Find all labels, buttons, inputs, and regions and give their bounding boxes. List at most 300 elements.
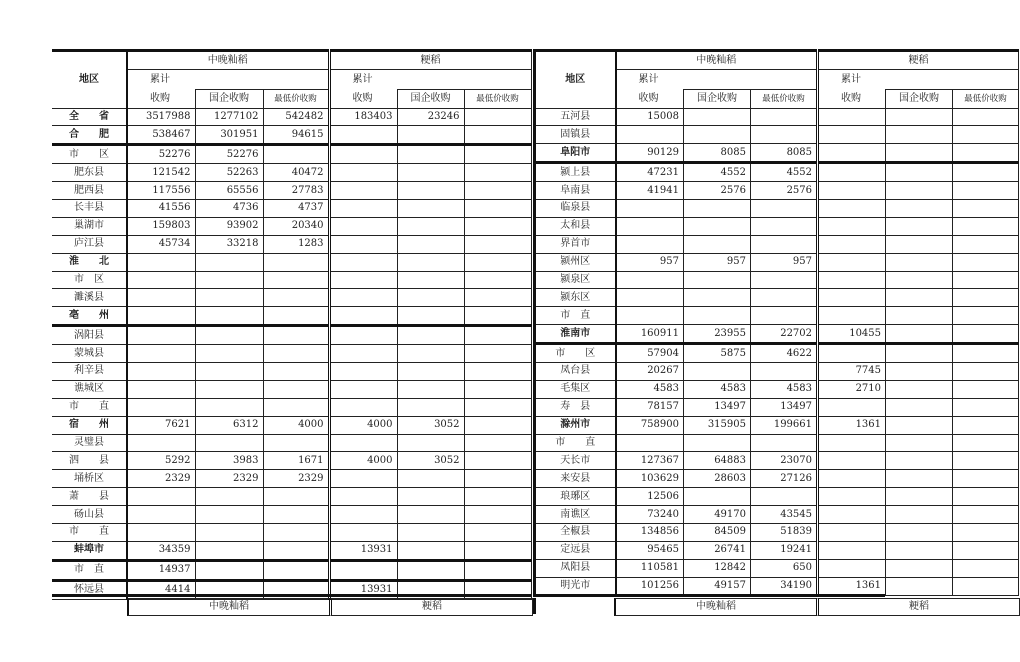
region-header: 地区 [535, 51, 616, 109]
value-cell [751, 434, 818, 452]
table-row [52, 434, 531, 452]
value-cell [886, 235, 953, 253]
value-cell: 2576 [751, 182, 818, 200]
value-cell [329, 398, 397, 416]
value-cell [751, 307, 818, 325]
value-cell [397, 380, 464, 398]
value-cell [464, 108, 531, 126]
value-cell [818, 271, 886, 289]
value-cell [329, 199, 397, 217]
value-cell: 43545 [751, 506, 818, 524]
value-cell [886, 199, 953, 217]
value-cell [329, 289, 397, 307]
footer-region-blank [533, 598, 615, 614]
region-name: 界首市 [535, 235, 616, 253]
value-cell [886, 344, 953, 363]
region-name: 肥西县 [52, 182, 127, 200]
cumulative-header: 累计 [329, 70, 531, 90]
table-row [535, 416, 1019, 434]
value-cell: 650 [751, 559, 818, 577]
table-row [52, 452, 531, 470]
value-cell [195, 434, 263, 452]
value-cell [329, 380, 397, 398]
soe-purchase-header: 国企收购 [684, 90, 751, 109]
value-cell [886, 217, 953, 235]
value-cell [886, 307, 953, 325]
value-cell [397, 145, 464, 164]
value-cell [464, 182, 531, 200]
value-cell [616, 126, 684, 144]
value-cell [397, 164, 464, 182]
value-cell: 65556 [195, 182, 263, 200]
value-cell: 160911 [616, 325, 684, 344]
value-cell: 1671 [263, 452, 329, 470]
value-cell [818, 253, 886, 271]
value-cell [886, 506, 953, 524]
value-cell [953, 108, 1019, 126]
value-cell [397, 235, 464, 253]
value-cell [953, 217, 1019, 235]
value-cell [464, 217, 531, 235]
value-cell [464, 560, 531, 580]
value-cell [329, 470, 397, 488]
value-cell [751, 199, 818, 217]
region-name: 固镇县 [535, 126, 616, 144]
region-name: 市 区 [535, 344, 616, 363]
value-cell: 20340 [263, 217, 329, 235]
value-cell [329, 307, 397, 326]
region-name: 萧 县 [52, 488, 127, 506]
value-cell [397, 199, 464, 217]
region-name: 太和县 [535, 217, 616, 235]
region-name: 凤台县 [535, 362, 616, 380]
footer-header-indica: 中晚籼稻 [614, 598, 817, 616]
value-cell [464, 416, 531, 434]
region-name: 市 直 [52, 398, 127, 416]
value-cell: 6312 [195, 416, 263, 434]
value-cell [329, 523, 397, 541]
value-cell [397, 506, 464, 524]
region-name: 天长市 [535, 452, 616, 470]
region-name: 颍东区 [535, 289, 616, 307]
value-cell [195, 271, 263, 289]
region-name: 来安县 [535, 470, 616, 488]
region-name: 巢湖市 [52, 217, 127, 235]
group-header-indica: 中晚籼稻 [616, 51, 818, 70]
value-cell [684, 307, 751, 325]
region-name: 凤阳县 [535, 559, 616, 577]
table-row [535, 488, 1019, 506]
value-cell [953, 362, 1019, 380]
value-cell [886, 380, 953, 398]
value-cell: 49157 [684, 577, 751, 595]
value-cell [818, 163, 886, 182]
value-cell [263, 271, 329, 289]
value-cell: 40472 [263, 164, 329, 182]
value-cell: 73240 [616, 506, 684, 524]
min-price-purchase-header: 最低价收购 [751, 90, 818, 109]
value-cell: 957 [751, 253, 818, 271]
value-cell [195, 326, 263, 345]
value-cell [464, 253, 531, 271]
value-cell: 13497 [684, 398, 751, 416]
value-cell [464, 470, 531, 488]
table-row [535, 199, 1019, 217]
value-cell [886, 108, 953, 126]
value-cell [127, 307, 195, 326]
region-name: 涡阳县 [52, 326, 127, 345]
value-cell [818, 344, 886, 363]
region-name: 谯城区 [52, 380, 127, 398]
table-row [52, 307, 531, 326]
value-cell [818, 217, 886, 235]
value-cell [886, 559, 953, 577]
table-row [535, 271, 1019, 289]
value-cell [818, 559, 886, 577]
value-cell [886, 541, 953, 559]
value-cell: 52263 [195, 164, 263, 182]
value-cell: 4000 [263, 416, 329, 434]
region-name: 全 省 [52, 108, 127, 126]
value-cell [818, 126, 886, 144]
table-row [52, 506, 531, 524]
value-cell: 33218 [195, 235, 263, 253]
value-cell: 2329 [127, 470, 195, 488]
region-name: 市 区 [52, 145, 127, 164]
purchase-header: 收购 [616, 90, 684, 109]
value-cell: 14937 [127, 560, 195, 580]
table-row [52, 182, 531, 200]
value-cell [464, 362, 531, 380]
region-name: 市 直 [52, 560, 127, 580]
value-cell: 34359 [127, 541, 195, 560]
table-row [52, 345, 531, 363]
region-name: 毛集区 [535, 380, 616, 398]
table-row [535, 577, 1019, 595]
value-cell [263, 434, 329, 452]
region-name: 五河县 [535, 108, 616, 126]
table-row [535, 108, 1019, 126]
value-cell: 49170 [684, 506, 751, 524]
group-header-indica: 中晚籼稻 [127, 51, 329, 70]
region-name: 灵璧县 [52, 434, 127, 452]
region-name: 市 区 [52, 271, 127, 289]
value-cell: 538467 [127, 126, 195, 145]
region-name: 市 直 [535, 307, 616, 325]
value-cell [329, 326, 397, 345]
table-row [535, 559, 1019, 577]
region-name: 颍上县 [535, 163, 616, 182]
table-row [535, 325, 1019, 344]
value-cell: 301951 [195, 126, 263, 145]
value-cell [263, 380, 329, 398]
value-cell [953, 344, 1019, 363]
value-cell [464, 271, 531, 289]
value-cell [818, 523, 886, 541]
right-table-viewport [533, 49, 1007, 609]
value-cell: 957 [684, 253, 751, 271]
value-cell: 127367 [616, 452, 684, 470]
value-cell [886, 362, 953, 380]
value-cell [684, 108, 751, 126]
value-cell [818, 289, 886, 307]
soe-purchase-header: 国企收购 [195, 90, 263, 109]
value-cell: 7621 [127, 416, 195, 434]
region-name: 砀山县 [52, 506, 127, 524]
value-cell: 15008 [616, 108, 684, 126]
value-cell [263, 145, 329, 164]
value-cell: 4737 [263, 199, 329, 217]
value-cell: 4583 [616, 380, 684, 398]
table-row [535, 235, 1019, 253]
value-cell [953, 199, 1019, 217]
value-cell: 957 [616, 253, 684, 271]
value-cell: 47231 [616, 163, 684, 182]
value-cell: 3052 [397, 416, 464, 434]
value-cell [616, 199, 684, 217]
value-cell [464, 199, 531, 217]
purchase-header: 收购 [329, 90, 397, 109]
value-cell [195, 523, 263, 541]
table-row [52, 289, 531, 307]
value-cell: 103629 [616, 470, 684, 488]
region-name: 寿 县 [535, 398, 616, 416]
value-cell: 315905 [684, 416, 751, 434]
region-name: 定远县 [535, 541, 616, 559]
value-cell [397, 126, 464, 145]
value-cell [818, 541, 886, 559]
value-cell [127, 289, 195, 307]
value-cell: 41941 [616, 182, 684, 200]
value-cell [397, 345, 464, 363]
value-cell: 13931 [329, 541, 397, 560]
value-cell: 3052 [397, 452, 464, 470]
value-cell: 4583 [684, 380, 751, 398]
value-cell: 34190 [751, 577, 818, 595]
value-cell [953, 307, 1019, 325]
value-cell [263, 523, 329, 541]
region-name: 亳 州 [52, 307, 127, 326]
value-cell [329, 506, 397, 524]
value-cell [684, 217, 751, 235]
value-cell [464, 307, 531, 326]
region-name: 合 肥 [52, 126, 127, 145]
value-cell [616, 235, 684, 253]
region-name: 利辛县 [52, 362, 127, 380]
value-cell [616, 289, 684, 307]
table-row [535, 506, 1019, 524]
table-row [52, 470, 531, 488]
value-cell [464, 452, 531, 470]
purchase-header: 收购 [818, 90, 886, 109]
value-cell: 159803 [127, 217, 195, 235]
table-row [52, 108, 531, 126]
table-row [52, 253, 531, 271]
table-row [535, 380, 1019, 398]
value-cell: 5292 [127, 452, 195, 470]
value-cell: 1361 [818, 416, 886, 434]
value-cell [464, 434, 531, 452]
value-cell [127, 271, 195, 289]
value-cell [953, 523, 1019, 541]
value-cell [616, 217, 684, 235]
region-name: 阜阳市 [535, 144, 616, 163]
table-row [535, 452, 1019, 470]
value-cell [464, 164, 531, 182]
value-cell [751, 362, 818, 380]
value-cell [195, 488, 263, 506]
value-cell [684, 434, 751, 452]
value-cell [616, 307, 684, 325]
value-cell: 13497 [751, 398, 818, 416]
table-row [535, 144, 1019, 163]
value-cell [953, 577, 1019, 595]
value-cell [464, 506, 531, 524]
table-row [535, 163, 1019, 182]
region-name: 颍州区 [535, 253, 616, 271]
value-cell [127, 523, 195, 541]
table-row [535, 126, 1019, 144]
region-name: 泗 县 [52, 452, 127, 470]
left-purchase-table [52, 49, 532, 600]
value-cell: 7745 [818, 362, 886, 380]
value-cell [751, 271, 818, 289]
value-cell: 4414 [127, 580, 195, 599]
region-name: 肥东县 [52, 164, 127, 182]
value-cell [195, 398, 263, 416]
value-cell [195, 560, 263, 580]
value-cell [397, 362, 464, 380]
value-cell: 52276 [195, 145, 263, 164]
value-cell [818, 452, 886, 470]
value-cell [684, 199, 751, 217]
value-cell [397, 560, 464, 580]
value-cell [195, 345, 263, 363]
value-cell: 27783 [263, 182, 329, 200]
value-cell [818, 434, 886, 452]
value-cell: 12842 [684, 559, 751, 577]
value-cell: 28603 [684, 470, 751, 488]
value-cell [886, 470, 953, 488]
table-row [535, 523, 1019, 541]
value-cell: 4583 [751, 380, 818, 398]
value-cell [886, 434, 953, 452]
value-cell: 5875 [684, 344, 751, 363]
value-cell [616, 434, 684, 452]
table-row [52, 199, 531, 217]
value-cell [127, 506, 195, 524]
region-name: 宿 州 [52, 416, 127, 434]
region-name: 南谯区 [535, 506, 616, 524]
value-cell [886, 398, 953, 416]
value-cell [329, 253, 397, 271]
value-cell [818, 199, 886, 217]
value-cell [953, 289, 1019, 307]
value-cell [397, 217, 464, 235]
table-row [52, 560, 531, 580]
value-cell [886, 577, 953, 595]
value-cell: 12506 [616, 488, 684, 506]
value-cell [127, 434, 195, 452]
region-name: 蚌埠市 [52, 541, 127, 560]
value-cell [751, 289, 818, 307]
table-row [535, 289, 1019, 307]
value-cell: 4736 [195, 199, 263, 217]
value-cell [397, 434, 464, 452]
value-cell [397, 289, 464, 307]
table-row [52, 217, 531, 235]
soe-purchase-header: 国企收购 [397, 90, 464, 109]
table-row [52, 380, 531, 398]
value-cell [263, 398, 329, 416]
region-name: 阜南县 [535, 182, 616, 200]
value-cell: 4552 [684, 163, 751, 182]
footer-clip [816, 598, 929, 616]
footer-divider [533, 594, 885, 597]
value-cell [464, 289, 531, 307]
value-cell: 27126 [751, 470, 818, 488]
table-row [52, 541, 531, 560]
region-name: 明光市 [535, 577, 616, 595]
value-cell [329, 362, 397, 380]
value-cell [953, 416, 1019, 434]
value-cell: 542482 [263, 108, 329, 126]
value-cell [397, 182, 464, 200]
soe-purchase-header: 国企收购 [886, 90, 953, 109]
value-cell [464, 380, 531, 398]
value-cell [127, 345, 195, 363]
value-cell [953, 126, 1019, 144]
value-cell [886, 289, 953, 307]
value-cell: 10455 [818, 325, 886, 344]
region-header: 地区 [52, 51, 127, 109]
value-cell [684, 271, 751, 289]
table-row [535, 434, 1019, 452]
value-cell [886, 182, 953, 200]
value-cell [886, 523, 953, 541]
table-row [535, 541, 1019, 559]
value-cell [127, 398, 195, 416]
value-cell [127, 380, 195, 398]
value-cell [329, 235, 397, 253]
value-cell: 8085 [684, 144, 751, 163]
value-cell [886, 163, 953, 182]
value-cell: 57904 [616, 344, 684, 363]
value-cell [751, 217, 818, 235]
region-name: 蒙城县 [52, 345, 127, 363]
value-cell [263, 506, 329, 524]
value-cell [818, 235, 886, 253]
group-header-japonica: 粳稻 [329, 51, 531, 70]
value-cell [953, 470, 1019, 488]
value-cell: 4552 [751, 163, 818, 182]
value-cell: 3517988 [127, 108, 195, 126]
value-cell: 22702 [751, 325, 818, 344]
value-cell [195, 380, 263, 398]
value-cell [684, 289, 751, 307]
value-cell: 51839 [751, 523, 818, 541]
value-cell [127, 362, 195, 380]
value-cell: 19241 [751, 541, 818, 559]
cumulative-header: 累计 [818, 70, 1019, 90]
region-name: 埇桥区 [52, 470, 127, 488]
value-cell: 121542 [127, 164, 195, 182]
value-cell [397, 523, 464, 541]
value-cell: 110581 [616, 559, 684, 577]
value-cell [329, 345, 397, 363]
value-cell [684, 488, 751, 506]
value-cell [464, 523, 531, 541]
